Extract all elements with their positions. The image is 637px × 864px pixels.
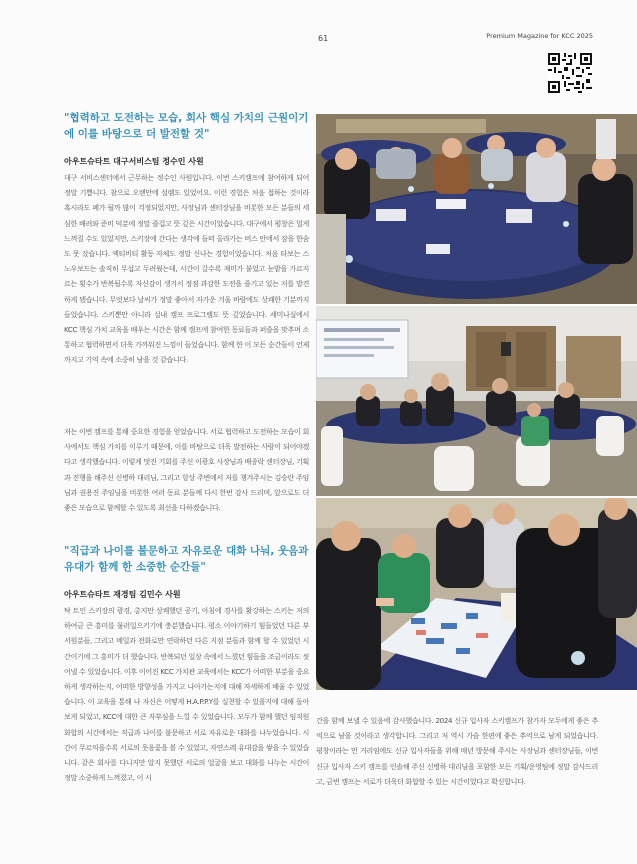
section1-quote-line1: "협력하고 도전하는 모습, 회사 핵심 가치의 근원이기 [64, 112, 309, 124]
photo-seminar-room [316, 306, 637, 496]
section1-paragraph1: 대구 서비스센터에서 근무하는 정수인 사원입니다. 이번 스키캠프에 참여하게 되어 정말 기쁩니다. 참으로 오랜만에 설렘도 있었어요. 이런 경험은 처음 접하는 것이라 혹시라도 폐가 될까 많이 걱정되었지만, 사장님과 센터장님을 비롯한 모든 분들의 세심한 배려와 준비 덕분에 정말 즐겁고 뜻 깊은 시간이었습니다. 대구에서 평창은 멀게 느껴질 수도 있었지만, 스키장에 간다는 생각에 들떠 올라가는 버스 안에서 잠을 한숨도 못 잤습니다. 액티비티 활동 자체도 정말 신나는 경험이었습니다. 처음 타보는 스노우보드는 솔직히 무섭고 두려웠는데, 시간이 갈수록 재미가 붙었고 눈밭을 가르지르는 횟수가 반복될수록 자신감이 생겨서 정점 과감한 도전을 즐기고 있는 저를 발견하게 됐습니다. 무엇보다 날씨가 정말 좋아서 자가운 겨울 바람에도 상쾌한 기분까지 들었습니다. 스키뿐만 아니라 실내 캠프 프로그램도 뜻 깊었습니다. 세미나실에서 KCC 핵심 가치 교육을 배우는 시간은 함께 캠프에 참여한 동료들과 퍼즐을 맞추며 소통하고 협력하면서 더욱 가까워진 느낌이 들었습니다. 함께 한 이 모든 순간들이 언제까지고 기억 속에 소중히 남을 것 같습니다. [64, 173, 309, 365]
section1-quote-line2: 에 이를 바탕으로 더 발전할 것" [64, 128, 210, 140]
section1-quote [64, 110, 309, 142]
section2-author: 아우트슈타트 재경팀 김민수 사원 [64, 590, 181, 599]
section2-continuation [316, 713, 598, 789]
section2-paragraph2: 간을 함께 보낼 수 있음에 감사했습니다. 2024 신규 입사자 스키캠프가 참가자 모두에게 좋은 추억으로 남을 것이라고 생각합니다. 그리고 저 역시 가슴 한편에 좋은 추억으로 남게 되었습니다. 평창이라는 먼 거리임에도 신규 입사자들을 위해 매년 방문해 주시는 사장님과 센터장님들, 이번 신규 입사자 스키 캠프를 인솔해 주신 신병하 대리님을 포함한 모든 기획/운영팀에 정말 감사드리고, 금번 캠프는 서로가 더욱더 화합할 수 있는 시간이었다고 확신합니다. [316, 716, 598, 786]
section2-quote [64, 543, 309, 575]
magazine-title: Premium Magazine for KCC 2025 [486, 32, 593, 40]
section1-author: 아우트슈타트 대구서비스팀 정수인 사원 [64, 157, 204, 166]
photo-puzzle-activity [316, 498, 637, 690]
section2-paragraph1: 탁 트인 스키장의 광경, 총지만 상쾌했던 공기, 아침에 경사를 활강하는 스키는 저의 하여금 큰 흥미를 물러일으키기에 충분했습니다. 평소 이야기하기 힘들었던 다른 부서원분들, 그리고 메일과 전화로만 연락하던 다른 지점 분들과 함께 할 수 있었던 시간이기에 그 흥미가 더 했습니다. 반복되던 일상 속에서 느꼈던 힘들을 조금이라도 씻어낼 수 있었습니다. 이후 이어진 KCC 가치관 교육에서는 KCC가 어떠한 부분을 중요하게 생각하는지, 어떠한 방향성을 가지고 나아가는지에 대해 자세하게 배울 수 있었습니다. 이 교육을 통해 나 자신은 어떻게 H.A.P.P.Y를 실천할 수 있을지에 대해 돌아보게 되었고, KCC에 대한 큰 자부심을 느낄 수 있었습니다. 모두가 함께 했던 임직원 화합의 시간에서는 직급과 나이를 불문하고 서로 자유로운 대화를 나누었습니다. 시간이 무르익을수록 서로의 웃음꽃을 볼 수 있었고, 자연스레 유대감을 쌓을 수 있었습니다. 같은 회사를 다니지만 알지 못했던 서로의 얼굴을 보고 대화를 나누는 시간이 정말 소중하게 느껴졌고, 이 시 [64, 606, 309, 783]
qr-code [548, 53, 592, 93]
section2-quote-line1: "직급과 나이를 불문하고 자유로운 대화 나눠, 웃음과 [64, 545, 309, 557]
section2-quote-line2: 유대가 함께 한 소중한 순간들" [64, 561, 206, 573]
photo-round-table [316, 114, 637, 304]
page-number: 61 [318, 34, 329, 43]
section1-paragraph2: 저는 이번 캠프를 통해 중요한 경험을 얻었습니다. 서로 협력하고 도전하는 모습이 회사에서도 핵심 가치를 이루기 때문에, 이를 바탕으로 더욱 발전하는 사람이 되어야겠다고 생각했습니다. 이렇게 멋진 기회를 주신 이광호 사장님과 배종락 센터장님, 기획과 진행을 해주신 신병하 대리님, 그리고 항상 주변에서 저를 챙겨주시는 김승란 주임님과 권용진 주임님을 비롯한 여러 동료 분들께 다시 한번 감사 드리며, 앞으로도 더 좋은 모습으로 함께할 수 있도록 최선을 다하겠습니다. [64, 427, 309, 513]
